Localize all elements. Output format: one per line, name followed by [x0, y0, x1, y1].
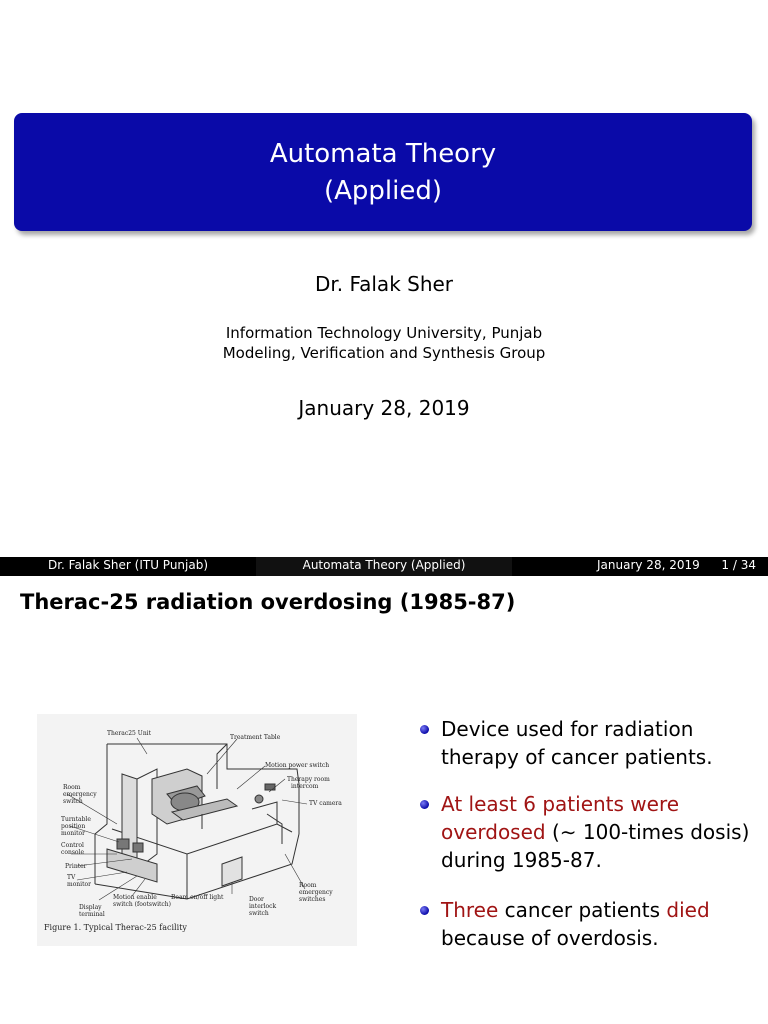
label-beam-light: Beam on/off light	[171, 894, 224, 901]
label-motion-enable-1: Motion enable	[113, 894, 157, 901]
label-tv-monitor-1: TV	[67, 874, 76, 881]
label-printer: Printer	[65, 863, 87, 870]
label-turntable-1: Turntable	[61, 816, 91, 823]
footer-author: Dr. Falak Sher (ITU Punjab)	[0, 557, 256, 576]
bullet-1-line-1: Device used for radiation	[441, 717, 694, 741]
bullet-3-line-1: Three cancer patients died	[441, 898, 710, 922]
footer-date: January 28, 2019	[597, 558, 700, 572]
bullet-2-line-1: At least 6 patients were	[441, 792, 680, 816]
label-room-emergency-switches-3: switches	[299, 896, 326, 903]
slide-title: Therac-25 radiation overdosing (1985-87)	[20, 590, 516, 614]
therac-facility-figure	[37, 714, 357, 946]
label-door-1: Door	[249, 896, 264, 903]
label-display-1: Display	[79, 904, 102, 911]
label-room-emergency-1: Room	[63, 784, 81, 791]
label-treatment-table: Treatment Table	[230, 734, 281, 741]
label-intercom-1: Therapy room	[287, 776, 330, 783]
footer-info	[512, 557, 768, 576]
label-motion-enable-2: switch (footswitch)	[113, 901, 171, 908]
footer-page-number: 1 / 34	[721, 558, 756, 572]
label-therac-unit: Therac25 Unit	[107, 730, 152, 737]
bullet-dot	[420, 725, 429, 734]
label-door-2: interlock	[249, 903, 277, 910]
presentation-title: Automata Theory	[269, 139, 497, 169]
bullet-2-line-2: overdosed (∼ 100-times dosis)	[441, 820, 750, 844]
footer-title: Automata Theory (Applied)	[256, 557, 512, 576]
label-room-emergency-switches-2: emergency	[299, 889, 333, 896]
label-door-3: switch	[249, 910, 269, 917]
label-turntable-3: monitor	[61, 830, 85, 837]
title-banner	[14, 113, 752, 231]
label-turntable-2: position	[61, 823, 86, 830]
label-room-emergency-3: switch	[63, 798, 83, 805]
figure-caption: Figure 1. Typical Therac-25 facility	[44, 923, 187, 932]
bullet-2-line-3: during 1985-87.	[441, 848, 602, 872]
label-motion-power-switch: Motion power switch	[265, 762, 330, 769]
bullet-1-line-2: therapy of cancer patients.	[441, 745, 713, 769]
label-display-2: terminal	[79, 911, 105, 918]
label-room-emergency-2: emergency	[63, 791, 97, 798]
bullet-dot	[420, 800, 429, 809]
author-name: Dr. Falak Sher	[314, 272, 454, 296]
label-control-2: console	[61, 849, 84, 856]
label-tv-monitor-2: monitor	[67, 881, 91, 888]
bullet-3-line-2: because of overdosis.	[441, 926, 659, 950]
label-tv-camera: TV camera	[309, 800, 342, 807]
presentation-date: January 28, 2019	[298, 396, 470, 420]
slide-footer	[0, 557, 768, 576]
institute-line-2: Modeling, Verification and Synthesis Group	[222, 344, 546, 362]
institute-line-1: Information Technology University, Punjab	[225, 324, 543, 342]
bullet-dot	[420, 906, 429, 915]
label-control-1: Control	[61, 842, 84, 849]
label-room-emergency-switches-1: Room	[299, 882, 317, 889]
presentation-subtitle: (Applied)	[323, 176, 443, 206]
label-intercom-2: intercom	[291, 783, 319, 790]
